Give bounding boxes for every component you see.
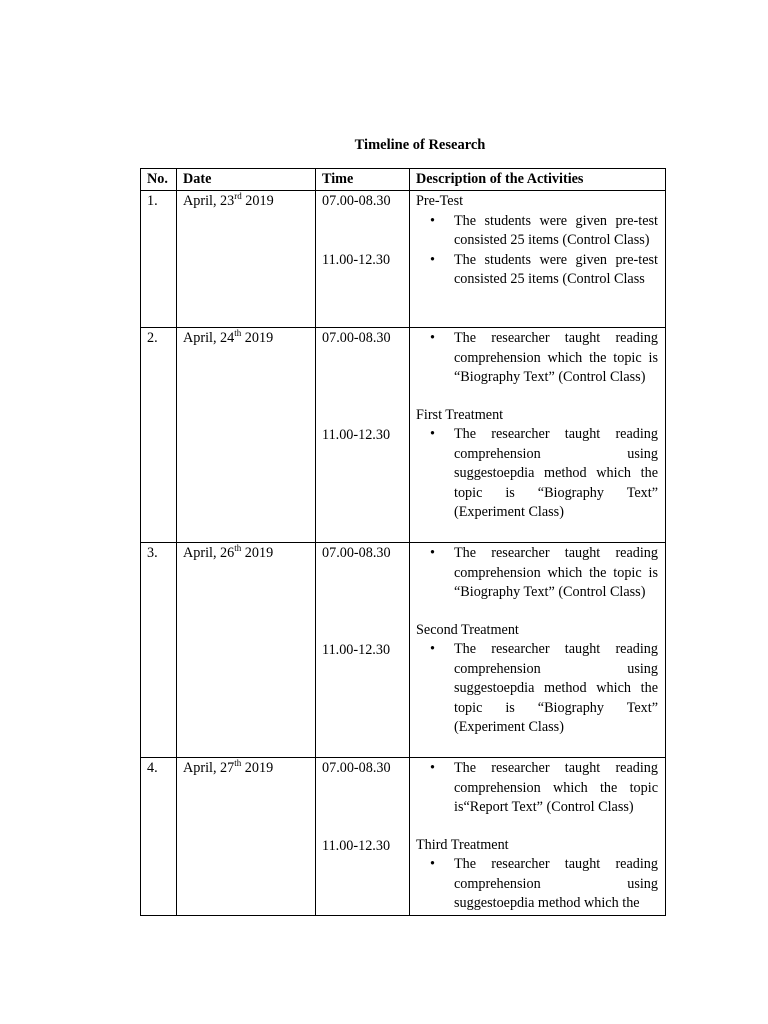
table-row	[141, 191, 666, 328]
row-times	[316, 758, 410, 916]
activity-heading: Third Treatment	[416, 836, 509, 853]
timeline-table	[140, 168, 666, 916]
row-description	[410, 543, 666, 758]
row-times	[316, 543, 410, 758]
table-row	[141, 758, 666, 916]
header-no: No.	[141, 169, 177, 191]
header-date: Date	[177, 169, 316, 191]
activity-heading: Pre-Test	[416, 193, 464, 209]
row-number: 1.	[141, 191, 177, 328]
row-description	[410, 191, 666, 328]
row-date: April, 26th 2019	[177, 543, 316, 758]
time-slot-2: 11.00-12.30	[322, 641, 391, 658]
table-row	[141, 543, 666, 758]
table-header-row	[141, 169, 666, 191]
row-times	[316, 328, 410, 543]
list-item: • The students were given pre-test consisted 25 items (Control Class	[430, 251, 658, 287]
row-description	[410, 758, 666, 916]
row-number: 3.	[141, 543, 177, 758]
time-slot-2: 11.00-12.30	[322, 837, 391, 854]
row-date: April, 24th 2019	[177, 328, 316, 543]
activity-list	[416, 640, 658, 738]
time-slot-2: 11.00-12.30	[322, 251, 391, 268]
time-slot-1: 07.00-08.30	[322, 545, 391, 561]
activity-heading: First Treatment	[416, 406, 504, 423]
list-item: • The students were given pre-test consisted 25 items (Control Class)	[430, 212, 658, 248]
header-description: Description of the Activities	[410, 169, 666, 191]
row-number: 2.	[141, 328, 177, 543]
list-item: • The researcher taught reading comprehension which the topic is “Biography Text” (Control Class)	[430, 545, 658, 600]
time-slot-1: 07.00-08.30	[322, 760, 391, 776]
row-date: April, 23rd 2019	[177, 191, 316, 328]
time-slot-1: 07.00-08.30	[322, 330, 391, 346]
activity-heading: Second Treatment	[416, 621, 519, 638]
activity-list	[416, 544, 658, 603]
time-slot-2: 11.00-12.30	[322, 426, 391, 443]
list-item: • The researcher taught reading comprehension using suggestoepdia method which the topic is “Biography Text” (Experiment Class)	[430, 641, 658, 735]
table-row	[141, 328, 666, 543]
activity-list	[416, 855, 658, 914]
row-times	[316, 191, 410, 328]
activity-list	[416, 212, 658, 290]
row-date: April, 27th 2019	[177, 758, 316, 916]
row-description	[410, 328, 666, 543]
time-slot-1: 07.00-08.30	[322, 193, 391, 209]
row-number: 4.	[141, 758, 177, 916]
activity-list	[416, 759, 658, 818]
document-title: Timeline of Research	[354, 137, 486, 153]
activity-list	[416, 425, 658, 523]
list-item: • The researcher taught reading comprehension which the topic is “Biography Text” (Control Class)	[430, 330, 658, 385]
list-item: • The researcher taught reading comprehension using suggestoepdia method which the	[430, 856, 658, 911]
list-item: • The researcher taught reading comprehension which the topic is“Report Text” (Control Class)	[430, 760, 658, 815]
header-time: Time	[316, 169, 410, 191]
activity-list	[416, 329, 658, 388]
list-item: • The researcher taught reading comprehension using suggestoepdia method which the topic is “Biography Text” (Experiment Class)	[430, 426, 658, 520]
